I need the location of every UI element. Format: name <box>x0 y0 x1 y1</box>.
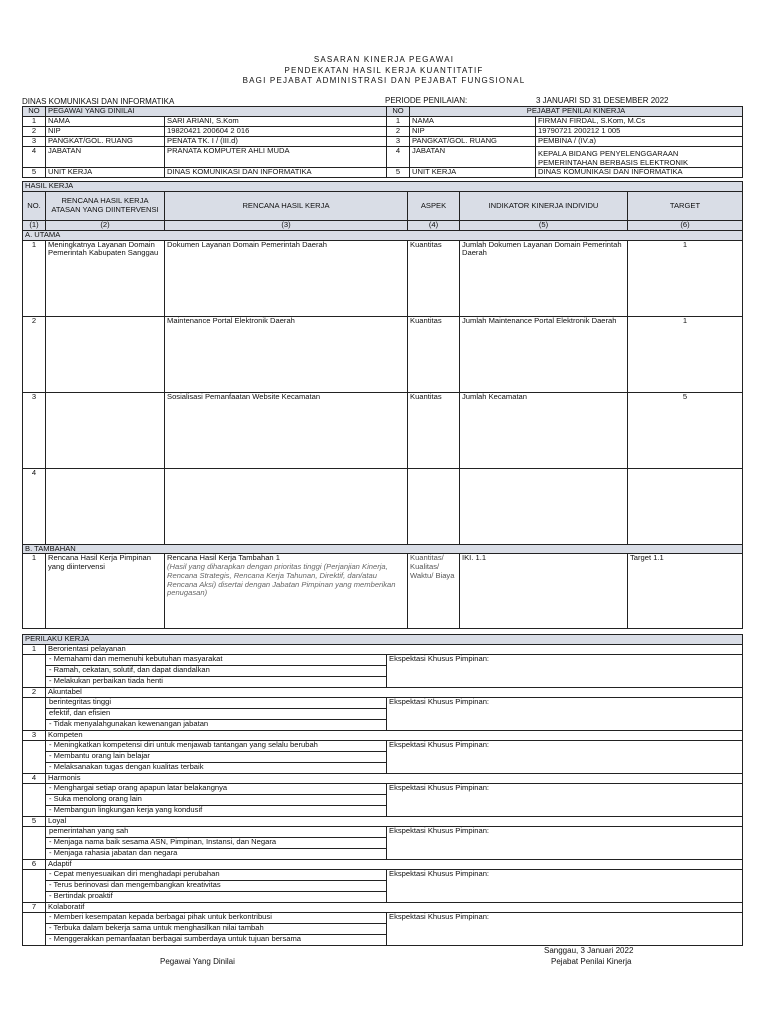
utama-atasan <box>46 316 165 392</box>
perilaku-point: - Tidak menyalahgunakan kewenangan jabatan <box>49 720 209 728</box>
periode-value: 3 JANUARI SD 31 DESEMBER 2022 <box>536 96 669 105</box>
perilaku-point: - Melakukan perbaikan tiada henti <box>49 677 163 685</box>
row-label: UNIT KERJA <box>46 168 165 178</box>
row-label: NIP <box>46 127 165 137</box>
tambahan-target: Target 1.1 <box>628 554 743 629</box>
perilaku-title-row <box>23 731 743 741</box>
ekspektasi-field[interactable]: Ekspektasi Khusus Pimpinan: <box>387 741 743 774</box>
perilaku-point: - Cepat menyesuaikan diri menghadapi perubahan <box>46 870 386 881</box>
perilaku-points <box>46 655 387 688</box>
utama-aspek <box>408 468 460 544</box>
ekspektasi-field[interactable]: Ekspektasi Khusus Pimpinan: <box>387 913 743 946</box>
perilaku-detail-row <box>23 784 743 817</box>
perilaku-point: - Melaksanakan tugas dengan kualitas terbaik <box>49 763 204 771</box>
row-no: 4 <box>387 147 410 168</box>
perilaku-title-row <box>23 774 743 784</box>
utama-atasan: Meningkatnya Layanan Domain Pemerintah Kabupaten Sanggau <box>46 240 165 316</box>
perilaku-blank-cell <box>23 870 46 903</box>
perilaku-point: - Terus berinovasi dan mengembangkan kreativitas <box>46 881 386 892</box>
ekspektasi-field[interactable]: Ekspektasi Khusus Pimpinan: <box>387 827 743 860</box>
perilaku-point: efektif, dan efisien <box>46 709 386 720</box>
doc-title-line2: PENDEKATAN HASIL KERJA KUANTITATIF <box>284 66 484 75</box>
perilaku-blank-cell <box>23 784 46 817</box>
perilaku-no: 3 <box>23 731 46 741</box>
utama-atasan <box>46 468 165 544</box>
col-number: (2) <box>46 221 165 231</box>
perilaku-blank-cell <box>23 741 46 774</box>
utama-indikator <box>460 468 628 544</box>
col-number: (6) <box>628 221 743 231</box>
perilaku-no: 1 <box>23 645 46 655</box>
perilaku-detail-row <box>23 827 743 860</box>
perilaku-point: - Ramah, cekatan, solutif, dan dapat diandalkan <box>46 666 386 677</box>
perilaku-detail-row <box>23 913 743 946</box>
row-label: PANGKAT/GOL. RUANG <box>46 137 165 147</box>
row-no: 3 <box>387 137 410 147</box>
utama-target: 5 <box>628 392 743 468</box>
tambahan-rencana-cell <box>165 554 408 629</box>
perilaku-item-title: Akuntabel <box>46 688 743 698</box>
perilaku-points <box>46 870 387 903</box>
signature-place-date: Sanggau, 3 Januari 2022 <box>544 946 634 955</box>
ekspektasi-field[interactable]: Ekspektasi Khusus Pimpinan: <box>387 698 743 731</box>
row-label: NIP <box>410 127 536 137</box>
perilaku-title-row <box>23 645 743 655</box>
row-no: 1 <box>387 117 410 127</box>
perilaku-points <box>46 784 387 817</box>
perilaku-point: - Meningkatkan kompetensi diri untuk menjawab tantangan yang selalu berubah <box>46 741 386 752</box>
perilaku-point: - Suka menolong orang lain <box>46 795 386 806</box>
perilaku-point: berintegritas tinggi <box>46 698 386 709</box>
col-number: (5) <box>460 221 628 231</box>
utama-aspek: Kuantitas <box>408 392 460 468</box>
col-head-target: TARGET <box>628 192 743 221</box>
utama-row <box>23 240 743 316</box>
utama-aspek: Kuantitas <box>408 316 460 392</box>
utama-no: 1 <box>23 240 46 316</box>
row-no: 2 <box>387 127 410 137</box>
row-no: 5 <box>23 168 46 178</box>
perilaku-points <box>46 827 387 860</box>
perilaku-blank-cell <box>23 827 46 860</box>
pegawai-value: DINAS KOMUNIKASI DAN INFORMATIKA <box>165 168 387 178</box>
ekspektasi-field[interactable]: Ekspektasi Khusus Pimpinan: <box>387 784 743 817</box>
row-no: 4 <box>23 147 46 168</box>
perilaku-item-title: Kolaboratif <box>46 903 743 913</box>
perilaku-point: - Memberi kesempatan kepada berbagai pihak untuk berkontribusi <box>46 913 386 924</box>
perilaku-point: - Terbuka dalam bekerja sama untuk menghasilkan nilai tambah <box>46 924 386 935</box>
unit-name: DINAS KOMUNIKASI DAN INFORMATIKA <box>22 97 175 106</box>
perilaku-point: - Memahami dan memenuhi kebutuhan masyarakat <box>46 655 386 666</box>
perilaku-detail-row <box>23 698 743 731</box>
tambahan-rencana-note: (Hasil yang diharapkan dengan prioritas tinggi (Perjanjian Kinerja, Rencana Strategis, Rencana Kerja Tahunan, Direktif, dan/atau Rencana Aksi) disertai dengan Jabatan Pimpinan yang memberikan penugasan) <box>167 562 396 598</box>
tambahan-aspek: Kuantitas/ Kualitas/ Waktu/ Biaya <box>408 554 460 629</box>
pejabat-value: KEPALA BIDANG PENYELENGGARAAN PEMERINTAHAN BERBASIS ELEKTRONIK <box>536 147 743 168</box>
utama-rencana <box>165 468 408 544</box>
pejabat-value: DINAS KOMUNIKASI DAN INFORMATIKA <box>536 168 743 178</box>
perilaku-title-row <box>23 860 743 870</box>
perilaku-points <box>46 913 387 946</box>
perilaku-kerja-table <box>22 634 743 946</box>
col-number: (1) <box>23 221 46 231</box>
hasil-kerja-table <box>22 181 743 629</box>
perilaku-item-title: Loyal <box>46 817 743 827</box>
doc-title-line3: BAGI PEJABAT ADMINISTRASI DAN PEJABAT FUNGSIONAL <box>242 76 526 85</box>
perilaku-title-row <box>23 688 743 698</box>
tambahan-no: 1 <box>23 554 46 629</box>
hasil-kerja-title: HASIL KERJA <box>23 182 743 192</box>
perilaku-points <box>46 741 387 774</box>
col-head-indikator: INDIKATOR KINERJA INDIVIDU <box>460 192 628 221</box>
utama-atasan <box>46 392 165 468</box>
utama-rencana: Sosialisasi Pemanfaatan Website Kecamatan <box>165 392 408 468</box>
row-no: 1 <box>23 117 46 127</box>
utama-label: A. UTAMA <box>23 231 743 241</box>
col-head-no: NO. <box>23 192 46 221</box>
pegawai-value: PRANATA KOMPUTER AHLI MUDA <box>165 147 387 168</box>
perilaku-point: - Menjaga rahasia jabatan dan negara <box>49 849 178 857</box>
perilaku-no: 5 <box>23 817 46 827</box>
perilaku-item-title: Berorientasi pelayanan <box>46 645 743 655</box>
doc-title-line1: SASARAN KINERJA PEGAWAI <box>313 55 455 64</box>
perilaku-blank-cell <box>23 913 46 946</box>
identity-row <box>23 137 743 147</box>
tambahan-atasan: Rencana Hasil Kerja Pimpinan yang diintervensi <box>46 554 165 629</box>
col-number: (3) <box>165 221 408 231</box>
id-head-no-left: NO <box>23 107 46 117</box>
row-label: NAMA <box>410 117 536 127</box>
identity-row <box>23 127 743 137</box>
utama-row <box>23 316 743 392</box>
pejabat-value: FIRMAN FIRDAL, S.Kom, M.Cs <box>536 117 743 127</box>
identity-row <box>23 147 743 168</box>
signature-left-label: Pegawai Yang Dinilai <box>160 957 235 966</box>
perilaku-item-title: Harmonis <box>46 774 743 784</box>
perilaku-blank-cell <box>23 698 46 731</box>
tambahan-label: B. TAMBAHAN <box>23 544 743 554</box>
utama-indikator: Jumlah Kecamatan <box>460 392 628 468</box>
perilaku-no: 2 <box>23 688 46 698</box>
ekspektasi-field[interactable]: Ekspektasi Khusus Pimpinan: <box>387 655 743 688</box>
pegawai-value: 19820421 200604 2 016 <box>165 127 387 137</box>
utama-target: 1 <box>628 316 743 392</box>
perilaku-title: PERILAKU KERJA <box>23 635 743 645</box>
col-number: (4) <box>408 221 460 231</box>
perilaku-no: 6 <box>23 860 46 870</box>
utama-no: 4 <box>23 468 46 544</box>
utama-indikator: Jumlah Maintenance Portal Elektronik Daerah <box>460 316 628 392</box>
pegawai-head: PEGAWAI YANG DINILAI <box>46 107 387 117</box>
tambahan-rencana-title: Rencana Hasil Kerja Tambahan 1 <box>167 553 280 563</box>
perilaku-point: - Bertindak proaktif <box>49 892 113 900</box>
row-label: PANGKAT/GOL. RUANG <box>410 137 536 147</box>
ekspektasi-field[interactable]: Ekspektasi Khusus Pimpinan: <box>387 870 743 903</box>
perilaku-point: pemerintahan yang sah <box>46 827 386 838</box>
periode-label: PERIODE PENILAIAN: <box>385 96 468 105</box>
row-label: UNIT KERJA <box>410 168 536 178</box>
perilaku-points <box>46 698 387 731</box>
perilaku-no: 4 <box>23 774 46 784</box>
perilaku-detail-row <box>23 741 743 774</box>
perilaku-item-title: Kompeten <box>46 731 743 741</box>
perilaku-point: - Menggerakkan pemanfaatan berbagai sumberdaya untuk tujuan bersama <box>49 935 302 943</box>
utama-row <box>23 392 743 468</box>
col-head-atasan: RENCANA HASIL KERJA ATASAN YANG DIINTERVENSI <box>46 192 165 221</box>
perilaku-detail-row <box>23 655 743 688</box>
perilaku-blank-cell <box>23 655 46 688</box>
pegawai-value: SARI ARIANI, S.Kom <box>165 117 387 127</box>
utama-no: 3 <box>23 392 46 468</box>
perilaku-point: - Membantu orang lain belajar <box>46 752 386 763</box>
perilaku-point: - Menghargai setiap orang apapun latar belakangnya <box>46 784 386 795</box>
identity-row <box>23 117 743 127</box>
signature-right-label: Pejabat Penilai Kinerja <box>551 957 632 966</box>
row-no: 3 <box>23 137 46 147</box>
perilaku-detail-row <box>23 870 743 903</box>
row-label: JABATAN <box>46 147 165 168</box>
row-no: 2 <box>23 127 46 137</box>
utama-rencana: Dokumen Layanan Domain Pemerintah Daerah <box>165 240 408 316</box>
pejabat-head: PEJABAT PENILAI KINERJA <box>410 107 743 117</box>
utama-indikator: Jumlah Dokumen Layanan Domain Pemerintah Daerah <box>460 240 628 316</box>
perilaku-title-row <box>23 903 743 913</box>
row-label: NAMA <box>46 117 165 127</box>
perilaku-item-title: Adaptif <box>46 860 743 870</box>
pejabat-value: PEMBINA / (IV.a) <box>536 137 743 147</box>
perilaku-point: - Menjaga nama baik sesama ASN, Pimpinan, Instansi, dan Negara <box>46 838 386 849</box>
identity-row <box>23 168 743 178</box>
col-head-aspek: ASPEK <box>408 192 460 221</box>
id-head-no-right: NO <box>387 107 410 117</box>
pegawai-value: PENATA TK. I / (III.d) <box>165 137 387 147</box>
perilaku-title-row <box>23 817 743 827</box>
utama-target <box>628 468 743 544</box>
perilaku-point: - Membangun lingkungan kerja yang kondusif <box>49 806 203 814</box>
pejabat-value: 19790721 200212 1 005 <box>536 127 743 137</box>
perilaku-no: 7 <box>23 903 46 913</box>
utama-rencana: Maintenance Portal Elektronik Daerah <box>165 316 408 392</box>
identity-table <box>22 106 743 178</box>
row-no: 5 <box>387 168 410 178</box>
utama-row <box>23 468 743 544</box>
utama-no: 2 <box>23 316 46 392</box>
tambahan-indikator: IKI. 1.1 <box>460 554 628 629</box>
utama-aspek: Kuantitas <box>408 240 460 316</box>
row-label: JABATAN <box>410 147 536 168</box>
utama-target: 1 <box>628 240 743 316</box>
col-head-rencana: RENCANA HASIL KERJA <box>165 192 408 221</box>
tambahan-row <box>23 554 743 629</box>
